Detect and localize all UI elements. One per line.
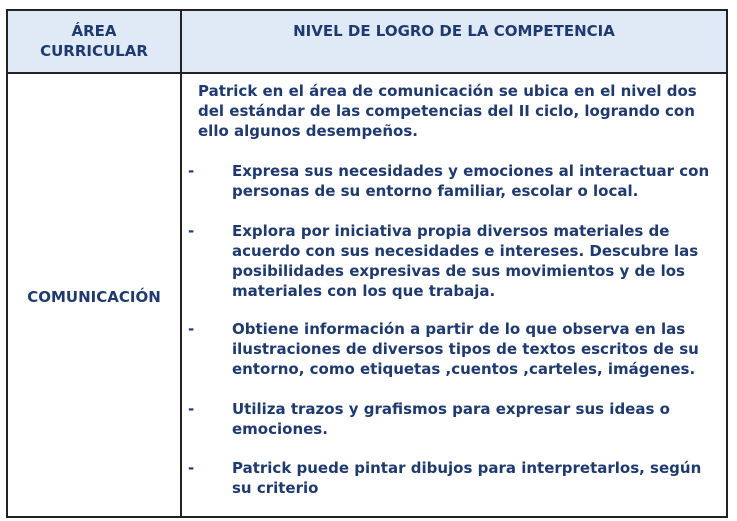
list-item-text: Obtiene información a partir de lo que observa en las ilustraciones de diversos tipos de textos escritos de su entorno, como etiquetas ,cuentos ,carteles, imágenes. xyxy=(232,320,699,378)
area-name-cell: COMUNICACIÓN xyxy=(27,288,161,306)
list-item-text: Explora por iniciativa propia diversos materiales de acuerdo con sus necesidades e intereses. Descubre las posibilidades expresivas de sus movimientos y de los materiales con los que trabaja. xyxy=(232,222,699,300)
list-bullet: - xyxy=(188,222,195,240)
list-item-text: Patrick puede pintar dibujos para interpretarlos, según su criterio xyxy=(232,459,702,497)
competency-table xyxy=(6,9,728,518)
list-item-text: Expresa sus necesidades y emociones al interactuar con personas de su entorno familiar, escolar o local. xyxy=(232,162,710,200)
intro-paragraph: Patrick en el área de comunicación se ubica en el nivel dos del estándar de las competencias del II ciclo, logrando con ello algunos desempeños. xyxy=(198,82,697,140)
list-bullet: - xyxy=(188,162,195,180)
list-bullet: - xyxy=(188,400,195,418)
header-area-curricular xyxy=(8,21,180,61)
list-bullet: - xyxy=(188,459,195,477)
header-area-line1: ÁREA xyxy=(71,22,117,40)
column-divider xyxy=(180,11,182,516)
table-header-row xyxy=(8,11,726,74)
list-item-text: Utiliza trazos y grafismos para expresar sus ideas o emociones. xyxy=(232,400,670,438)
header-area-line2: CURRICULAR xyxy=(40,42,148,60)
header-nivel-logro: NIVEL DE LOGRO DE LA COMPETENCIA xyxy=(293,22,615,40)
list-bullet: - xyxy=(188,320,195,338)
